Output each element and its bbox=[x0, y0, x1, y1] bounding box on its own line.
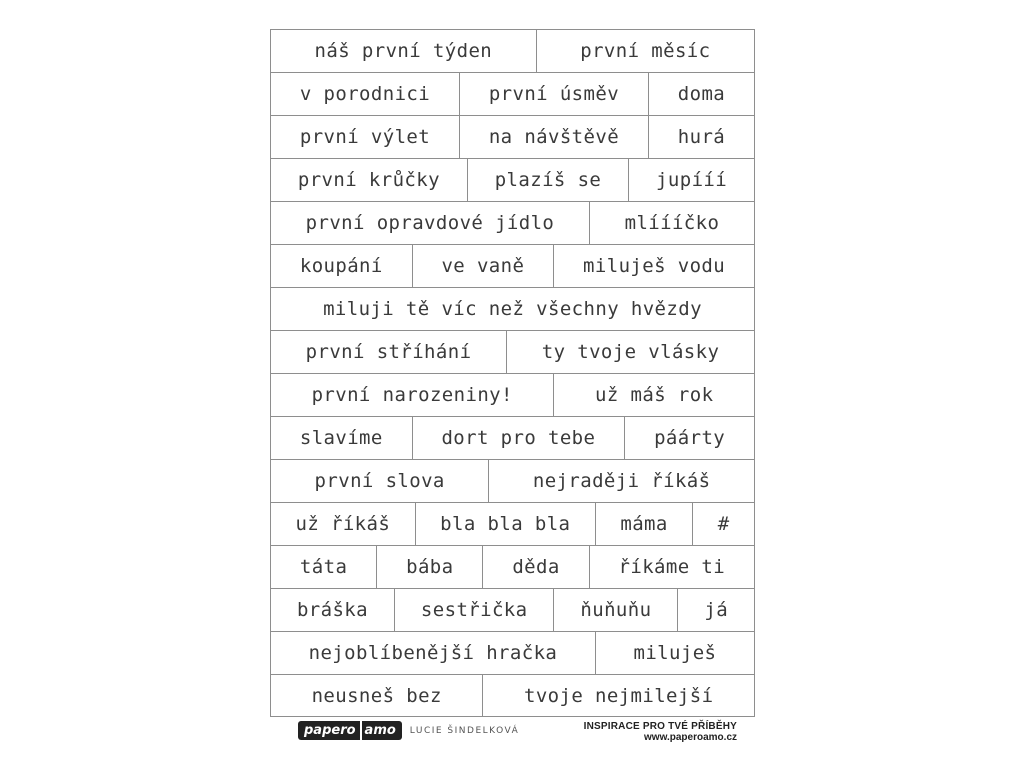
word-sticker: miluješ vodu bbox=[553, 245, 754, 287]
sticker-row bbox=[270, 158, 755, 201]
word-sticker: sestřička bbox=[394, 589, 553, 631]
word-sticker: děda bbox=[482, 546, 588, 588]
word-sticker: říkáme ti bbox=[589, 546, 754, 588]
word-sticker: slavíme bbox=[299, 427, 383, 449]
sticker-row bbox=[270, 201, 755, 244]
word-sticker: nejraději říkáš bbox=[488, 460, 754, 502]
word-sticker: neusneš bez bbox=[311, 684, 442, 707]
word-sticker: první výlet bbox=[299, 126, 431, 148]
word-sticker: jupííí bbox=[628, 159, 754, 201]
word-sticker: mlíííčko bbox=[589, 202, 754, 244]
sticker-row bbox=[270, 330, 755, 373]
word-sticker: páárty bbox=[624, 417, 754, 459]
author-name: LUCIE ŠINDELKOVÁ bbox=[409, 725, 520, 736]
word-sticker: první narozeniny! bbox=[311, 384, 513, 406]
word-sticker: bába bbox=[376, 546, 482, 588]
word-sticker: na návštěvě bbox=[459, 116, 648, 158]
word-sticker: první úsměv bbox=[459, 73, 648, 115]
sticker-row bbox=[270, 674, 755, 717]
word-sticker: ve vaně bbox=[412, 245, 554, 287]
sticker-row bbox=[270, 545, 755, 588]
word-sticker: dort pro tebe bbox=[412, 417, 625, 459]
sticker-row bbox=[270, 29, 755, 72]
logo-text-amo: amo bbox=[360, 721, 402, 740]
sticker-row bbox=[270, 416, 755, 459]
logo-text-papero: papero bbox=[298, 721, 360, 740]
word-sticker: nejoblíbenější hračka bbox=[308, 642, 558, 664]
paperoamo-logo bbox=[298, 720, 402, 741]
tagline: INSPIRACE PRO TVÉ PŘÍBĚHY bbox=[583, 721, 737, 732]
word-sticker-sheet bbox=[270, 29, 755, 717]
word-sticker: v porodnici bbox=[299, 83, 431, 105]
word-sticker: bla bla bla bbox=[415, 503, 595, 545]
word-sticker: hurá bbox=[648, 116, 754, 158]
word-sticker: miluješ bbox=[595, 632, 754, 674]
word-sticker: ňuňuňu bbox=[553, 589, 677, 631]
word-sticker: první opravdové jídlo bbox=[305, 212, 555, 234]
word-sticker: miluji tě víc než všechny hvězdy bbox=[323, 298, 702, 320]
sticker-row bbox=[270, 588, 755, 631]
word-sticker: už máš rok bbox=[553, 374, 754, 416]
sticker-row bbox=[270, 502, 755, 545]
sticker-row bbox=[270, 72, 755, 115]
sticker-row bbox=[270, 115, 755, 158]
tagline-footer bbox=[584, 721, 737, 743]
website-url: www.paperoamo.cz bbox=[644, 732, 737, 743]
sticker-row bbox=[270, 244, 755, 287]
word-sticker: táta bbox=[299, 556, 348, 578]
word-sticker: koupání bbox=[299, 255, 383, 277]
sticker-row bbox=[270, 459, 755, 502]
word-sticker: ty tvoje vlásky bbox=[506, 331, 754, 373]
word-sticker: plazíš se bbox=[467, 159, 628, 201]
word-sticker: bráška bbox=[296, 599, 368, 621]
sticker-row bbox=[270, 631, 755, 674]
sticker-row bbox=[270, 373, 755, 416]
word-sticker: tvoje nejmilejší bbox=[482, 675, 754, 716]
brand-footer bbox=[298, 720, 519, 741]
word-sticker: už říkáš bbox=[295, 513, 391, 535]
word-sticker: máma bbox=[595, 503, 692, 545]
word-sticker: první slova bbox=[314, 470, 445, 492]
word-sticker: # bbox=[692, 503, 754, 545]
word-sticker: náš první týden bbox=[314, 40, 493, 62]
word-sticker: první měsíc bbox=[536, 30, 754, 72]
word-sticker: doma bbox=[648, 73, 754, 115]
word-sticker: první stříhání bbox=[305, 341, 472, 363]
sticker-row bbox=[270, 287, 755, 330]
word-sticker: první krůčky bbox=[297, 169, 440, 191]
word-sticker: já bbox=[677, 589, 754, 631]
